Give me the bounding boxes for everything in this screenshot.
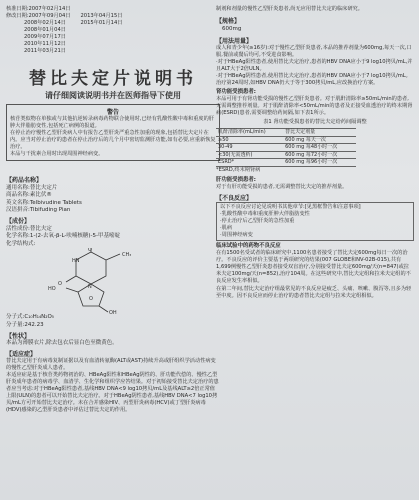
date-line: 核准日期:2007年02月14日 — [6, 6, 71, 12]
generic-name: 通用名称:替比夫定片 — [6, 184, 58, 191]
dosage-bullet: ·对于HBeAg阳性患者,使用替比夫定治疗,患者的HBV DNA应小于9 log10拷贝/mL,并且ALT大于2倍ULN。 — [216, 59, 413, 73]
table-caption: 表1 肾功能受损患者的替比夫定给药间隔调整 — [263, 119, 367, 126]
date-line: 2008年01月04日 — [24, 27, 66, 33]
table-cell: 30-49 — [216, 144, 283, 152]
chemical-structure — [6, 248, 220, 314]
clinical-text: 在有1500名受试者的临床研究中,1100名患者接受了替比夫定600mg每日一次的治疗。不良反应的评价主要基于两项研究的结果(007 GLOBE和NV-02B-015),共有1,699例慢性乙型肝炎患者接受双盲治疗,分别接受替比夫定600mg/天(n=847)或拉米夫定100mg/天(n=852),治疗104周。在这些研究中,替比夫定组和拉米夫定组的不良反应发生率相似。 — [216, 249, 411, 284]
structure-label: 化学结构式: — [6, 240, 36, 247]
table-header: 肌酐清除率(mL/min) — [216, 129, 283, 137]
structure-diagram — [36, 248, 146, 314]
renal-dose-table — [216, 128, 356, 167]
adverse-item: ·肌病 — [220, 224, 233, 231]
svg-text:HN: HN — [72, 258, 80, 265]
grade-text: 在第二年间,替比夫定治疗组最常见的不良反应是疲乏、头痛、咳嗽、腹泻等,且多为轻至中度。因不良反应而停止治疗的患者替比夫定组与拉米夫定组相似。 — [216, 285, 412, 299]
indications-section — [6, 351, 220, 414]
table-cell: 600 mg 每72小时一次 — [283, 151, 356, 159]
dates-col2 — [80, 6, 122, 55]
warning-title: 警告 — [106, 109, 119, 116]
adverse-item: ·乳酸性酸中毒和重度肝肿大伴脂肪变性 — [220, 210, 310, 217]
brand-name: 商品名称:素比伏® — [6, 192, 52, 199]
character-heading: 【性状】 — [6, 332, 31, 340]
molecular-formula: 分子式:C₁₀H₁₄N₂O₅ — [6, 314, 55, 321]
adverse-section — [216, 195, 414, 300]
table-row — [216, 151, 356, 159]
table-cell: 600 mg 每48小时一次 — [283, 144, 356, 152]
dosage-heading: 【用法用量】 — [216, 38, 253, 46]
svg-text:O: O — [88, 248, 92, 254]
dosage-bullet: ·对于HBeAg阴性患者,使用替比夫定治疗,患者的HBV DNA应小于7 log10拷贝/mL。 — [216, 73, 411, 80]
date-line: 2011年03月21日 — [24, 48, 66, 54]
table-cell: ≥50 — [216, 136, 283, 144]
character-section — [6, 333, 220, 348]
indications-text: 替比夫定用于有病毒复制证据以及有血清转氨酶(ALT或AST)持续升高或肝组织学活动性病变的慢性乙型肝炎成人患者。 本适应症是基于核苷类药物初治的、HBeAg阳性和HBeAg阴性的、肝功能代偿的、慢性乙型肝炎成年患者的病毒学、血清学、生化学和组织学应答结果。对于初始接受替比夫定治疗的患者应当考虑:对于HBeAg阳性患者,基线HBV DNA<9 log10拷贝/mL及基线ALT≥2倍正常值上限(ULN)的患者可以开始替比夫定治疗。对于HBeAg阴性患者,基线HBV DNA<7 log10拷贝/mL方可开始替比夫定治疗。未在合并感染HIV、丙型肝炎病毒(HCV)或丁型肝炎病毒(HDV)感染的乙型肝炎患者中评估过替比夫定的作用。 — [6, 357, 219, 413]
spec-value: 600mg — [222, 25, 242, 32]
spec-section — [216, 18, 414, 33]
document-subtitle: 请仔细阅读说明书并在医师指导下使用 — [45, 91, 181, 100]
adverse-heading: 【不良反应】 — [216, 194, 253, 202]
table-header: 替比夫定剂量 — [283, 129, 356, 137]
chemical-name: 化学名称:1-(2-去氧-β-L-呋喃核糖)-5-甲基嘧啶 — [6, 233, 121, 240]
right-intro-text: 制剂和剂量的慢性乙型肝炎患者,尚无应用替比夫定的临床研究。 — [216, 6, 363, 12]
approval-dates — [6, 6, 220, 55]
left-column — [6, 6, 220, 414]
dates-col1 — [6, 6, 70, 55]
table-row — [216, 144, 356, 152]
hepatic-text: 对于有肝功能受损的患者,无需调整替比夫定的推荐剂量。 — [216, 183, 348, 190]
indications-heading: 【适应症】 — [6, 350, 37, 358]
dosage-intro: 成人和青少年(≥16岁):对于慢性乙型肝炎患者,本品的推荐剂量为600mg,每天一次,口服,餐前或餐后均可,不受进食影响。 — [216, 45, 412, 59]
drug-name-section — [6, 177, 220, 215]
table-row — [216, 136, 356, 144]
table-row — [216, 159, 356, 167]
warning-text: 核苷类似物在单独或与其他抗逆转录病毒药物联合使用时,已经有乳酸性酸中毒和重度的肝肿大伴脂肪变性,包括死亡病例的报道。 在停止治疗慢性乙型肝炎病人中有报告乙型肝炎严重急性加重的现象,包括替比夫定片在内。应当对停止治疗的患者在停止治疗后的几个月中密切监测肝功能,如有必要,应重新恢复治疗。 本品与干扰素合用时出现周围神经病变。 — [10, 116, 216, 157]
table-header-row — [216, 129, 356, 137]
composition-section — [6, 218, 220, 330]
date-line: 2009年07月17日 — [24, 34, 66, 40]
hepatic-heading: 肝功能受损患者: — [216, 176, 256, 183]
pinyin-name: 汉语拼音:Tibifuding Pian — [6, 207, 71, 214]
table-cell: <30(无需透析) — [216, 151, 283, 159]
adverse-item: ·停止治疗后乙型肝炎的急性加重 — [220, 217, 295, 224]
svg-text:OH: OH — [109, 310, 117, 315]
date-line: 修改日期:2007年09月04日 — [6, 13, 71, 19]
date-line: 2013年04月15日 — [80, 13, 123, 19]
date-line: 2010年11月12日 — [24, 41, 66, 47]
composition-heading: 【成份】 — [6, 217, 31, 225]
table-cell: 600 mg 每天一次 — [283, 136, 356, 144]
table-note: *ESRD,终末期肾病 — [216, 166, 261, 173]
adverse-box — [216, 202, 414, 241]
molecular-weight: 分子量:242.23 — [6, 321, 44, 328]
character-text: 本品为薄膜衣片,除去包衣后显白色至微黄色。 — [6, 340, 118, 347]
svg-text:O: O — [89, 296, 93, 303]
drug-name-heading: 【药品名称】 — [6, 177, 43, 184]
table-cell: 600 mg 每96小时一次 — [283, 159, 356, 167]
active-ingredient: 活性成份:替比夫定 — [6, 225, 52, 232]
warning-box — [6, 104, 220, 161]
table-cell: ESRD* — [216, 159, 283, 167]
adverse-box-intro: 以下不良反应讨论见说明书其他章节:[见黑框警告和注意事项] — [220, 203, 361, 210]
document-title: 替比夫定片说明书 — [29, 69, 197, 89]
english-name: 英文名称:Telbivudine Tablets — [6, 199, 82, 206]
svg-text:CH₃: CH₃ — [122, 252, 132, 259]
date-line: 2015年01月14日 — [80, 20, 123, 26]
renal-heading: 肾功能受损患者: — [216, 89, 256, 96]
dosage-section — [216, 38, 414, 191]
svg-text:O: O — [58, 281, 62, 288]
adverse-item: ·周围神经病变 — [220, 231, 253, 238]
clinical-heading: 临床试验中的药物不良反应 — [216, 242, 281, 249]
right-column — [216, 6, 414, 300]
svg-text:N: N — [88, 284, 92, 291]
renal-text: 本品可用于有肾功能受损的慢性乙型肝炎患者。对于肌酐清除率≥50mL/min的患者,无需调整推荐剂量。对于肌酐清除率<50mL/min的患者及正接受血透治疗的终末期肾病(ESRD)患者,需要调整给药间隔,如下表1所示。 — [216, 96, 413, 117]
svg-text:HO: HO — [48, 286, 56, 293]
spec-heading: 【规格】 — [216, 18, 241, 25]
date-line: 2008年02月14日 — [24, 20, 66, 26]
dosage-week24: 治疗第24周时,如HBV DNA仍大于等于300拷贝/mL,应改换治疗方案。 — [216, 80, 379, 87]
